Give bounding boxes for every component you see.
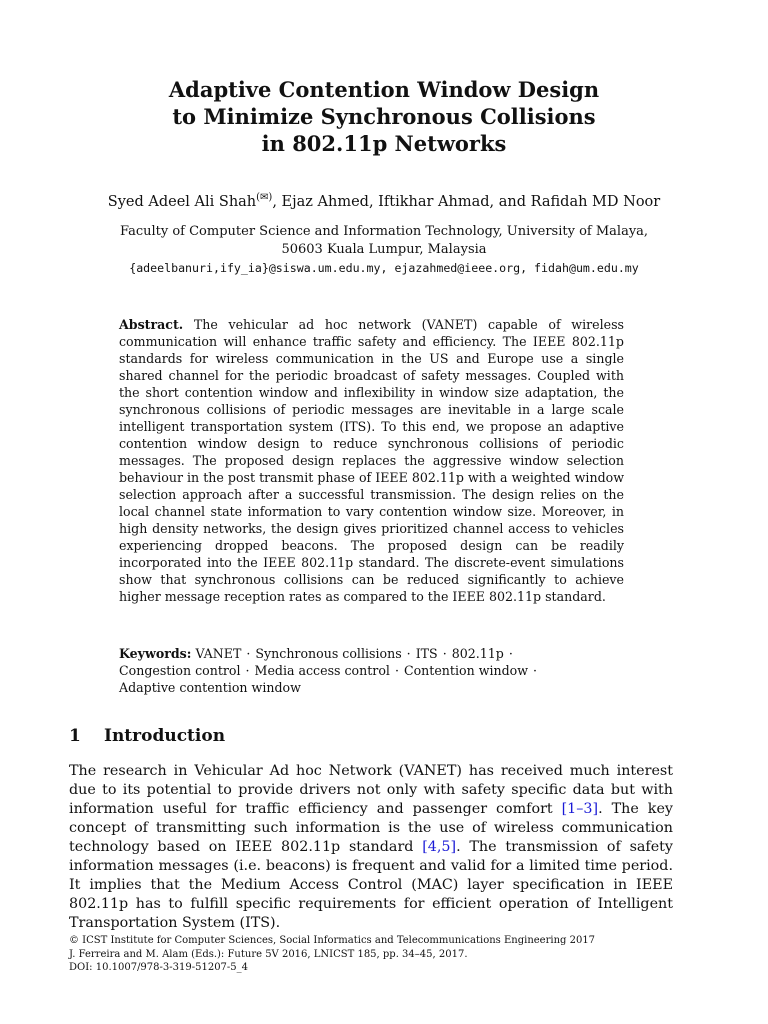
copyright-footer xyxy=(69,934,595,975)
author-list xyxy=(0,188,768,212)
author-emails: {adeelbanuri,ify_ia}@siswa.um.edu.my, ejazahmed@ieee.org, fidah@um.edu.my xyxy=(129,261,639,275)
corresponding-author-envelope-icon: (✉) xyxy=(256,192,273,203)
keyword-separator: · xyxy=(533,663,538,678)
keyword-separator: · xyxy=(442,646,447,661)
intro-text: . The key concept of transmitting such information is the use of wireless communication technology based on IEEE 802.11p standard xyxy=(69,801,673,855)
keyword-separator: · xyxy=(406,646,411,661)
section-number: 1 xyxy=(69,726,81,746)
keyword: ITS xyxy=(415,646,438,661)
proceedings-line: J. Ferreira and M. Alam (Eds.): Future 5V 2016, LNICST 185, pp. 34–45, 2017. xyxy=(69,948,468,960)
affiliation-line-1: Faculty of Computer Science and Information Technology, University of Malaya, xyxy=(119,224,649,239)
abstract xyxy=(119,316,624,605)
keyword-separator: · xyxy=(394,663,399,678)
citation-link[interactable]: [1–3] xyxy=(561,801,599,817)
keywords-label: Keywords: xyxy=(119,646,192,661)
affiliation-line-2: 50603 Kuala Lumpur, Malaysia xyxy=(281,242,487,257)
title-line: in 802.11p Networks xyxy=(261,131,507,156)
intro-text: . The transmission of safety information messages (i.e. beacons) is frequent and valid for a limited time period. It implies that the Medium Access Control (MAC) layer specification in IEEE 802.11p has to fulfill specific requirements for efficient operation of Intelligent Transportation System (ITS). xyxy=(69,839,674,931)
keyword: Congestion control xyxy=(119,663,241,678)
introduction-paragraph xyxy=(69,762,673,933)
keyword: VANET xyxy=(195,646,242,661)
title-line: to Minimize Synchronous Collisions xyxy=(172,104,596,129)
section-heading xyxy=(69,724,225,748)
other-authors: , Ejaz Ahmed, Iftikhar Ahmad, and Rafidah MD Noor xyxy=(272,193,661,210)
keywords xyxy=(119,645,624,696)
keyword: Contention window xyxy=(403,663,529,678)
keyword: 802.11p xyxy=(451,646,504,661)
affiliation xyxy=(0,223,768,277)
intro-text: The research in Vehicular Ad hoc Network (VANET) has received much interest due to its potential to provide drivers not only with safety specific data but with information useful for traffic efficiency and passenger comfort xyxy=(69,763,673,817)
keyword-separator: · xyxy=(245,663,250,678)
citation-link[interactable]: [4,5] xyxy=(422,839,457,855)
keyword-separator: · xyxy=(508,646,513,661)
title-line: Adaptive Contention Window Design xyxy=(168,77,600,102)
copyright-line: © ICST Institute for Computer Sciences, Social Informatics and Telecommunications Engineering 2017 xyxy=(69,935,596,946)
paper-title xyxy=(0,76,768,157)
abstract-text: The vehicular ad hoc network (VANET) capable of wireless communication will enhance traffic safety and efficiency. The IEEE 802.11p standards for wireless communication in the US and Europe use a single shared channel for the periodic broadcast of safety messages. Coupled with the short contention window and inflexibility in window size adaptation, the synchronous collisions of periodic messages are inevitable in a large scale intelligent transportation system (ITS). To this end, we propose an adaptive contention window design to reduce synchronous collisions of periodic messages. The proposed design replaces the aggressive window selection behaviour in the post transmit phase of IEEE 802.11p with a weighted window selection approach after a successful transmission. The design relies on the local channel state information to vary contention window size. Moreover, in high density networks, the design gives prioritized channel access to vehicles experiencing dropped beacons. The proposed design can be readily incorporated into the IEEE 802.11p standard. The discrete-event simulations show that synchronous collisions can be reduced significantly to achieve higher message reception rates as compared to the IEEE 802.11p standard. xyxy=(119,317,624,604)
first-author: Syed Adeel Ali Shah xyxy=(107,193,257,210)
section-title: Introduction xyxy=(104,726,226,746)
keyword: Synchronous collisions xyxy=(255,646,402,661)
keyword: Media access control xyxy=(254,663,390,678)
keyword: Adaptive contention window xyxy=(119,680,301,695)
doi-line: DOI: 10.1007/978-3-319-51207-5_4 xyxy=(69,962,249,973)
keyword-separator: · xyxy=(246,646,251,661)
abstract-label: Abstract. xyxy=(119,317,184,332)
